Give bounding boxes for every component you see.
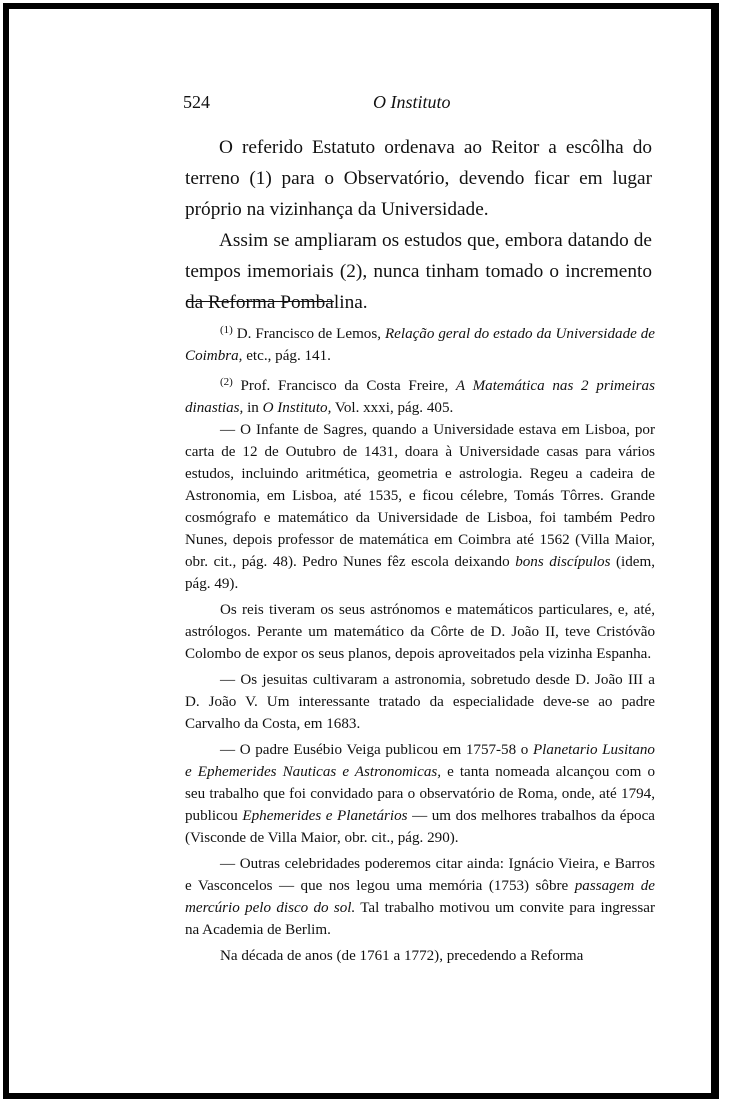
body-paragraph-1: O referido Estatuto ordenava ao Reitor a escôlha do terreno (1) para o Observatório, devendo ficar em lugar próprio na vizinhança da Universidade. xyxy=(185,137,652,220)
page-number: 524 xyxy=(183,92,210,112)
footnote-paragraph-outras: — Outras celebridades poderemos citar ainda: Ignácio Vieira, e Barros e Vasconcelos — que nos legou uma memória (1753) sôbre passagem de mercúrio pelo disco do sol. Tal trabalho motivou um convite para ingressar na Academia de Berlim. xyxy=(185,856,655,938)
footnote-2: $^{(2)}$ Prof. Francisco da Costa Freire, A Matemática nas 2 primeiras dinastias, in O Instituto, Vol. xxxi, pág. 405. xyxy=(185,376,655,416)
footnote-paragraph-reis: Os reis tiveram os seus astrónomos e matemáticos particulares, e, até, astrólogos. Perante um matemático da Côrte de D. João II, teve Cristóvão Colombo de expor os seus planos, depois aproveitados pela vizinha Espanha. xyxy=(185,602,655,662)
footnote-marker: (2) xyxy=(220,376,233,388)
footnote-paragraph-jesuitas: — Os jesuitas cultivaram a astronomia, sobretudo desde D. João III a D. João V. Um interessante tratado da especialidade deve-se ao padre Carvalho da Costa, em 1683. xyxy=(185,672,655,732)
cited-title: A Matemática nas 2 primeiras dinastias, xyxy=(185,378,655,416)
footnote-marker: (1) xyxy=(220,324,233,336)
body-paragraph-2: Assim se ampliaram os estudos que, embora datando de tempos imemoriais (2), nunca tinham tomado o incremento da Reforma Pombalina. xyxy=(185,230,652,313)
footnote-paragraph-sagres: — O Infante de Sagres, quando a Universidade estava em Lisboa, por carta de 12 de Outubro de 1431, doara à Universidade casas para vários estudos, incluindo aritmética, geometria e astrologia. Regeu a cadeira de Astronomia, em Lisboa, até 1535, e ficou célebre, Tomás Tôrres. Grande cosmógrafo e matemático da Universidade de Lisboa, foi também Pedro Nunes, depois professor de matemática em Coimbra até 1562 (Villa Maior, obr. cit., pág. 48). Pedro Nunes fêz escola deixando bons discípulos (idem, pág. 49). xyxy=(185,422,655,592)
footnote-paragraph-veiga: — O padre Eusébio Veiga publicou em 1757-58 o Planetario Lusitano e Ephemerides Nauticas e Astronomicas, e tanta nomeada alcançou com o seu trabalho que foi convidado para o observatório de Roma, onde, até 1794, publicou Ephemerides e Planetários — um dos melhores trabalhos da época (Visconde de Villa Maior, obr. cit., pág. 290). xyxy=(185,742,656,846)
footnote-rule xyxy=(186,301,334,302)
footnotes xyxy=(185,319,655,971)
cited-title: Relação geral do estado da Universidade de Coimbra, xyxy=(185,326,655,364)
journal-title: O Instituto, xyxy=(262,400,332,416)
body-text xyxy=(185,132,652,318)
footnote-1: $^{(1)}$ D. Francisco de Lemos, Relação geral do estado da Universidade de Coimbra, etc., pág. 141. xyxy=(185,324,655,364)
footnote-paragraph-decada: Na década de anos (de 1761 a 1772), precedendo a Reforma xyxy=(220,948,584,964)
running-title: O Instituto xyxy=(373,92,451,112)
